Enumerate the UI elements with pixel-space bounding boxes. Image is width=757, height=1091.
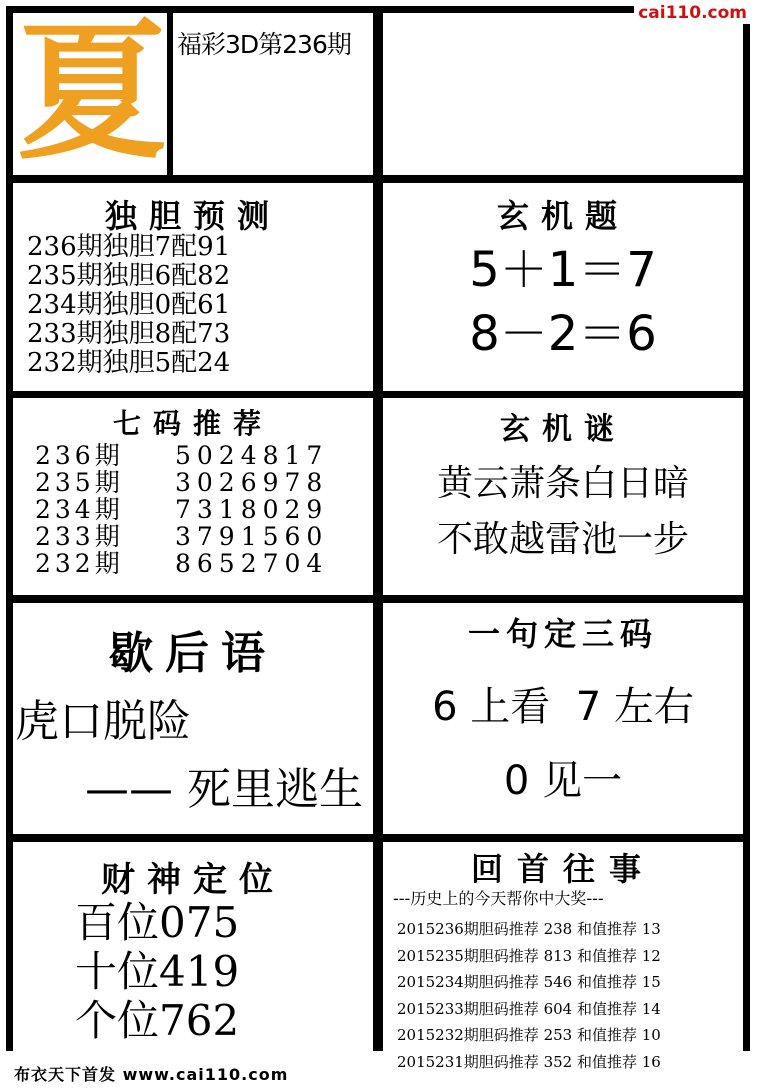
qima-code: 7318029 xyxy=(175,495,329,524)
xuanji-mi-line: 黄云萧条白日暗 xyxy=(436,463,689,504)
huishou-cell xyxy=(383,842,743,1082)
huishou-row: 2015235期胆码推荐 813 和值推荐 12 xyxy=(397,946,661,965)
qima-issue: 233期 xyxy=(35,522,124,551)
xiehouyu-line1: 虎口脱险 xyxy=(15,696,191,747)
xuanji-mi-line: 不敢越雷池一步 xyxy=(436,519,689,560)
caishen-line: 个位762 xyxy=(75,996,240,1045)
xuanji-ti-list xyxy=(383,238,743,366)
xiehouyu-cell xyxy=(13,603,373,834)
caishen-line: 百位075 xyxy=(75,898,240,947)
xuanji-ti-line: 8－2＝6 xyxy=(469,306,657,362)
xuanji-ti-title: 玄机题 xyxy=(496,197,629,235)
qima-code: 3026978 xyxy=(175,468,329,497)
qima-code: 5024817 xyxy=(175,441,329,470)
xuanji-mi-cell xyxy=(383,398,743,595)
caishen-list xyxy=(75,898,239,1045)
qima-row xyxy=(35,496,328,523)
qima-cell xyxy=(13,398,373,595)
qima-row xyxy=(35,442,328,469)
yiju-cell xyxy=(383,603,743,834)
huishou-row: 2015231期胆码推荐 352 和值推荐 16 xyxy=(397,1052,661,1071)
xuanji-ti-line: 5＋1＝7 xyxy=(469,242,657,298)
qima-row xyxy=(35,550,328,577)
qima-code: 3791560 xyxy=(175,522,329,551)
logo-cell xyxy=(13,13,167,175)
qima-issue: 236期 xyxy=(35,441,124,470)
site-badge[interactable]: cai110.com xyxy=(634,2,751,24)
qima-issue: 232期 xyxy=(35,549,124,578)
caishen-line: 十位419 xyxy=(75,947,240,996)
huishou-row: 2015233期胆码推荐 604 和值推荐 14 xyxy=(397,999,661,1018)
yiju-line2: 0 见一 xyxy=(503,758,623,804)
logo-char: 夏 xyxy=(17,13,167,175)
xuanji-ti-cell xyxy=(383,183,743,391)
caishen-title: 财神定位 xyxy=(101,860,285,900)
dudan-title: 独胆预测 xyxy=(104,197,281,235)
qima-code: 8652704 xyxy=(175,549,329,578)
xuanji-mi-title: 玄机谜 xyxy=(500,412,626,447)
dudan-cell xyxy=(13,183,373,391)
huishou-list xyxy=(397,916,661,1075)
dudan-line: 233期独胆8配73 xyxy=(27,319,231,349)
issue-title-cell xyxy=(173,13,373,175)
huishou-row: 2015234期胆码推荐 546 和值推荐 15 xyxy=(397,973,661,991)
qima-list xyxy=(35,442,328,577)
huishou-title: 回首往事 xyxy=(470,850,655,888)
dudan-list xyxy=(27,233,230,378)
dudan-line: 232期独胆5配24 xyxy=(27,348,231,378)
blank-cell xyxy=(383,13,743,175)
qima-issue: 234期 xyxy=(35,495,124,524)
qima-row xyxy=(35,523,328,550)
huishou-row: 2015232期胆码推荐 253 和值推荐 10 xyxy=(397,1026,661,1044)
qima-row xyxy=(35,469,328,496)
qima-title: 七码推荐 xyxy=(112,407,273,440)
issue-title: 福彩3D第236期 xyxy=(177,30,351,59)
huishou-row: 2015236期胆码推荐 238 和值推荐 13 xyxy=(397,920,661,938)
dudan-line: 236期独胆7配91 xyxy=(27,232,231,262)
yiju-line1: 6 上看 7 左右 xyxy=(432,684,694,730)
footer-text: 布衣天下首发 www.cai110.com xyxy=(14,1065,289,1084)
qima-issue: 235期 xyxy=(35,468,124,497)
xiehouyu-line2: —— 死里逃生 xyxy=(85,764,363,815)
xuanji-mi-list xyxy=(383,456,743,568)
caishen-cell xyxy=(13,842,373,1051)
yiju-title: 一句定三码 xyxy=(467,615,658,653)
dudan-line: 235期独胆6配82 xyxy=(27,261,231,291)
huishou-subtitle: ---历史上的今天帮你中大奖--- xyxy=(393,889,604,908)
xiehouyu-title: 歇后语 xyxy=(109,628,277,679)
dudan-line: 234期独胆0配61 xyxy=(27,290,231,320)
